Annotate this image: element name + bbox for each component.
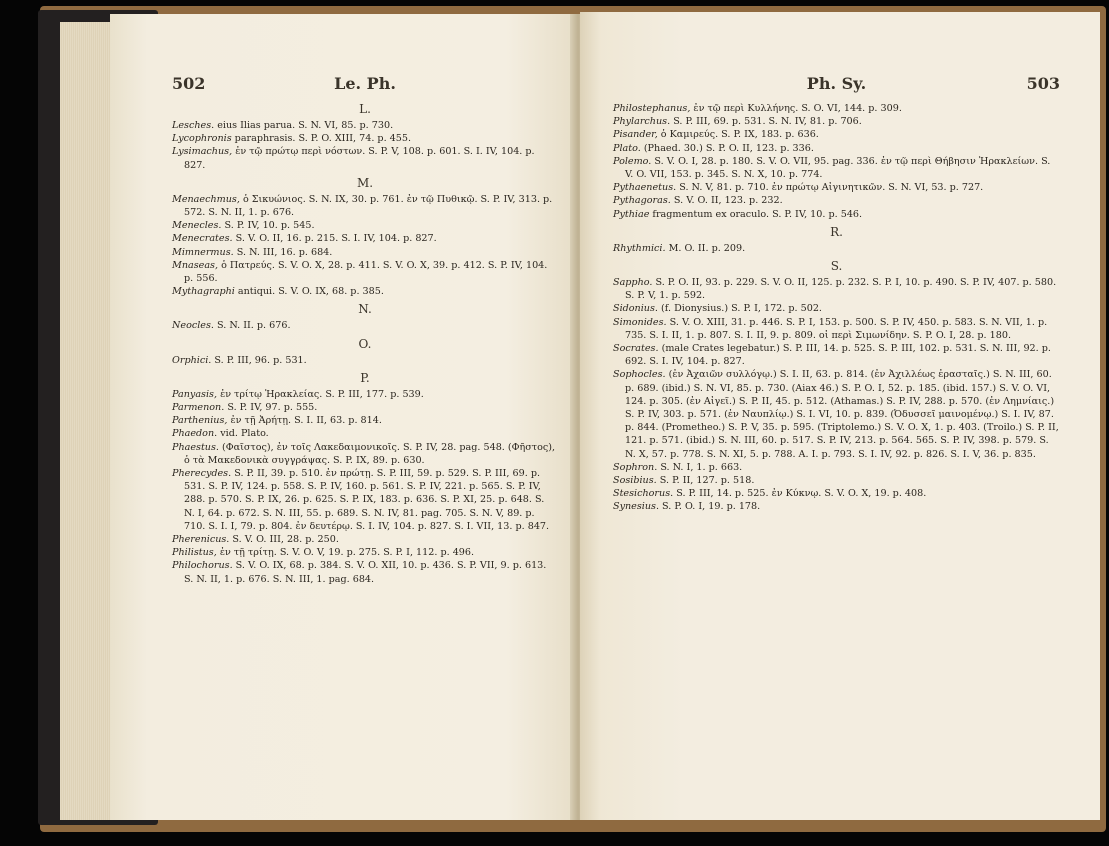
- entry-author: Polemo.: [613, 155, 652, 167]
- entry-author: Pythagoras.: [613, 195, 671, 207]
- index-entry: [172, 259, 558, 285]
- entry-references: ὁ Πατρεύς. S. V. O. X, 28. p. 411. S. V. O. X, 39. p. 412. S. P. IV, 104. p. 556.: [184, 259, 548, 285]
- index-entry: [172, 533, 558, 546]
- entry-author: Mythagraphi: [172, 286, 235, 298]
- entry-references: S. N. III, 16. p. 684.: [233, 246, 333, 258]
- entry-author: Menecles.: [172, 220, 222, 232]
- entry-references: S. P. II, 127. p. 518.: [656, 475, 755, 487]
- entry-references: S. V. O. IX, 68. p. 384. S. V. O. XII, 10. p. 436. S. P. VII, 9. p. 613. S. N. II, 1. p. 676. S. N. III, 1. pag. 684.: [184, 560, 547, 585]
- entry-author: Philochorus.: [172, 560, 233, 572]
- entry-author: Menecrates.: [172, 233, 233, 245]
- entry-author: Lycophronis: [172, 133, 232, 145]
- entry-author: Simonides.: [613, 316, 667, 328]
- entry-author: Pythiae: [613, 208, 650, 220]
- index-entry: [172, 546, 558, 559]
- entry-author: Pythaenetus.: [613, 182, 677, 194]
- right-page-content: [613, 102, 1060, 514]
- entry-author: Phaedon.: [172, 428, 218, 440]
- entry-references: paraphrasis. S. P. O. XIII, 74. p. 455.: [231, 133, 412, 145]
- entry-author: Lysimachus,: [172, 146, 233, 158]
- entry-references: vid. Plato.: [217, 428, 269, 440]
- left-page: [110, 14, 576, 820]
- section-letter: M.: [356, 175, 374, 190]
- left-page-content: [172, 102, 558, 586]
- entry-author: Philostephanus,: [613, 103, 691, 114]
- entry-author: Mnaseas,: [172, 259, 219, 271]
- right-page-header: [613, 74, 1060, 94]
- entry-references: S. P. O. I, 19. p. 178.: [659, 501, 761, 513]
- index-entry: [613, 474, 1060, 487]
- entry-references: (male Crates legebatur.) S. P. III, 14. p. 525. S. P. III, 102. p. 531. S. N. III, 92. p. 692. S. I. IV, 104. p. 827.: [625, 343, 1051, 368]
- index-entry: [172, 132, 558, 145]
- index-entry: [172, 246, 558, 259]
- index-entry: [613, 368, 1060, 460]
- index-entry: [613, 142, 1060, 155]
- entry-references: ὁ Καμιρεύς. S. P. IX, 183. p. 636.: [657, 129, 819, 141]
- index-entry: [172, 401, 558, 414]
- section-letter: O.: [358, 336, 372, 351]
- entry-references: S. V. O. II, 123. p. 232.: [670, 195, 783, 207]
- index-entry: [613, 155, 1060, 181]
- entry-author: Rhythmici.: [613, 242, 666, 254]
- index-entry: [613, 500, 1060, 513]
- entry-author: Plato.: [613, 142, 641, 154]
- index-entry: [613, 208, 1060, 221]
- entry-references: (ἐν Ἀχαιῶν συλλόγῳ.) S. I. II, 63. p. 814. (ἐν Ἀχιλλέως ἐρασταῖς.) S. N. III, 60. p. 689. (ibid.) S. N. VI, 85. p. 730. (Aiax 46.) S. P. O. I, 52. p. 185. (ibid. 157.) S. V. O. VI, 124. p. 305. (ἐν Αἰγεῖ.) S. P. II, 45. p. 512. (Athamas.) S. P. IV, 288. p. 570. (ἐν Λημνίαις.) S. P. IV, 303. p. 571. (ἐν Ναυπλίῳ.) S. I. VI, 10. p. 839. (Ὀδυσσεῖ μαινομένῳ.) S. I. IV, 87. p. 844. (Prometheo.) S. P. V, 35. p. 595. (Triptolemo.) S. V. O. X, 1. p. 403. (Troilo.) S. P. II, 121. p. 571. (ibid.) S. N. III, 60. p. 517. S. P. IV, 213. p. 564. 565. S. P. IV, 398. p. 579. S. N. X, 57. p. 778. S. N. XI, 5. p. 788. A. I. p. 793. S. I. IV, 92. p. 826. S. I. V, 36. p. 835.: [625, 369, 1059, 460]
- section-letter: P.: [360, 370, 370, 385]
- entry-references: ἐν τῷ περὶ Κυλλήνης. S. O. VI, 144. p. 309.: [690, 103, 902, 114]
- entry-author: Parmenon.: [172, 402, 225, 414]
- index-entry: [613, 115, 1060, 128]
- running-head: Le. Ph.: [334, 74, 396, 93]
- entry-author: Sidonius.: [613, 303, 658, 315]
- entry-author: Orphici.: [172, 354, 212, 366]
- entry-author: Sappho.: [613, 277, 653, 289]
- entry-author: Pherecydes.: [172, 468, 232, 480]
- entry-references: ἐν τῷ πρώτῳ περὶ νόστων. S. P. V, 108. p. 601. S. I. IV, 104. p. 827.: [184, 146, 535, 171]
- index-entry: [172, 145, 558, 171]
- entry-author: Phaestus.: [172, 441, 219, 453]
- index-entry: [172, 414, 558, 427]
- index-entry: [613, 276, 1060, 302]
- entry-references: S. V. O. III, 28. p. 250.: [229, 534, 339, 546]
- left-page-header: [172, 74, 558, 94]
- index-entry: [613, 128, 1060, 141]
- entry-author: Lesches.: [172, 120, 215, 131]
- entry-author: Menaechmus,: [172, 193, 240, 205]
- entry-references: S. P. III, 69. p. 531. S. N. IV, 81. p. 706.: [670, 116, 862, 128]
- index-entry: [613, 181, 1060, 194]
- running-head: Ph. Sy.: [806, 74, 867, 93]
- index-entry: [172, 232, 558, 245]
- entry-author: Mimnermus.: [172, 246, 234, 258]
- index-entry: [172, 354, 558, 367]
- section-letter: R.: [830, 224, 843, 239]
- entry-references: ἐν τῇ Ἀρήτῃ. S. I. II, 63. p. 814.: [227, 415, 382, 427]
- right-page: [580, 12, 1100, 820]
- entry-author: Panyasis,: [172, 388, 218, 400]
- entry-author: Phylarchus.: [613, 116, 671, 128]
- index-entry: [172, 319, 558, 332]
- entry-references: S. P. III, 96. p. 531.: [211, 354, 307, 366]
- page-number: 503: [1026, 74, 1060, 93]
- entry-references: eius Ilias parua. S. N. VI, 85. p. 730.: [214, 120, 394, 131]
- index-entry: [613, 302, 1060, 315]
- entry-references: S. V. O. I, 28. p. 180. S. V. O. VII, 95. pag. 336. ἐν τῷ περὶ Θήβησιν Ἡρακλείων. S. V. O. VII, 153. p. 345. S. N. X, 10. p. 774.: [625, 155, 1051, 181]
- page-number: 502: [172, 74, 206, 93]
- entry-author: Stesichorus.: [613, 488, 674, 500]
- entry-author: Sosibius.: [613, 475, 657, 487]
- index-entry: [172, 193, 558, 219]
- entry-references: S. N. I, 1. p. 663.: [657, 461, 743, 473]
- entry-references: S. V. O. XIII, 31. p. 446. S. P. I, 153. p. 500. S. P. IV, 450. p. 583. S. N. VII, 1. p. 735. S. I. II, 1. p. 807. S. I. II, 9. p. 809. οἱ περὶ Σιμωνίδην. S. P. O. I, 28. p. 180.: [625, 316, 1048, 341]
- entry-references: (f. Dionysius.) S. P. I, 172. p. 502.: [657, 303, 822, 315]
- index-entry: [613, 102, 1060, 115]
- entry-references: ἐν τρίτῳ Ἡρακλείας. S. P. III, 177. p. 539.: [217, 388, 424, 400]
- entry-author: Parthenius,: [172, 415, 228, 427]
- entry-references: S. P. IV, 97. p. 555.: [224, 402, 318, 414]
- index-entry: [172, 119, 558, 132]
- entry-references: antiqui. S. V. O. IX, 68. p. 385.: [234, 286, 384, 298]
- section-letter: S.: [830, 259, 843, 274]
- entry-author: Socrates.: [613, 343, 659, 355]
- entry-references: ἐν τῇ τρίτῃ. S. V. O. V, 19. p. 275. S. P. I, 112. p. 496.: [216, 547, 475, 559]
- index-entry: [613, 461, 1060, 474]
- index-entry: [172, 427, 558, 440]
- section-letter: N.: [358, 302, 372, 317]
- entry-author: Synesius.: [613, 501, 659, 513]
- entry-references: S. N. V, 81. p. 710. ἐν πρώτῳ Αἰγινητικῶν. S. N. VI, 53. p. 727.: [676, 182, 984, 194]
- index-entry: [613, 194, 1060, 207]
- entry-references: S. N. II. p. 676.: [213, 320, 291, 332]
- entry-author: Philistus,: [172, 547, 217, 559]
- index-entry: [172, 285, 558, 298]
- index-entry: [172, 467, 558, 533]
- index-entry: [613, 342, 1060, 368]
- entry-references: S. P. IV, 10. p. 545.: [221, 220, 315, 232]
- entry-author: Pisander,: [613, 129, 658, 141]
- entry-references: S. P. II, 39. p. 510. ἐν πρώτῃ. S. P. III, 59. p. 529. S. P. III, 69. p. 531. S. P. IV, 124. p. 558. S. P. IV, 160. p. 561. S. P. IV, 221. p. 565. S. P. IV, 288. p. 570. S. P. IX, 26. p. 625. S. P. IX, 183. p. 636. S. P. XI, 25. p. 648. S. N. I, 64. p. 672. S. N. III, 55. p. 689. S. N. IV, 81. pag. 705. S. N. V, 89. p. 710. S. I. I, 79. p. 804. ἐν δευτέρῳ. S. I. IV, 104. p. 827. S. I. VII, 13. p. 847.: [184, 468, 550, 532]
- entry-references: (Phaed. 30.) S. P. O. II, 123. p. 336.: [640, 142, 814, 154]
- entry-references: M. O. II. p. 209.: [665, 242, 746, 254]
- entry-references: S. P. III, 14. p. 525. ἐν Κύκνῳ. S. V. O. X, 19. p. 408.: [673, 488, 927, 500]
- entry-author: Sophron.: [613, 461, 658, 473]
- entry-author: Pherenicus.: [172, 534, 230, 546]
- index-entry: [613, 242, 1060, 255]
- entry-author: Neocles.: [172, 320, 214, 332]
- index-entry: [172, 219, 558, 232]
- index-entry: [172, 559, 558, 585]
- entry-references: (Φαῖστος), ἐν τοῖς Λακεδαιμονικοῖς. S. P. IV, 28. pag. 548. (Φῆστος), ὁ τὰ Μακεδονικὰ συγγράψας. S. P. IX, 89. p. 630.: [184, 441, 556, 466]
- index-entry: [613, 487, 1060, 500]
- index-entry: [172, 441, 558, 467]
- entry-references: ὁ Σικυώνιος. S. N. IX, 30. p. 761. ἐν τῷ Πυθικῷ. S. P. IV, 313. p. 572. S. N. II, 1. p. 676.: [184, 193, 553, 219]
- entry-references: fragmentum ex oraculo. S. P. IV, 10. p. 546.: [649, 208, 863, 220]
- index-entry: [172, 388, 558, 401]
- entry-references: S. P. O. II, 93. p. 229. S. V. O. II, 125. p. 232. S. P. I, 10. p. 490. S. P. IV, 407. p. 580. S. P. V, 1. p. 592.: [625, 277, 1057, 302]
- section-letter: L.: [359, 102, 371, 116]
- entry-references: S. V. O. II, 16. p. 215. S. I. IV, 104. p. 827.: [232, 233, 437, 245]
- index-entry: [613, 316, 1060, 342]
- entry-author: Sophocles.: [613, 369, 666, 381]
